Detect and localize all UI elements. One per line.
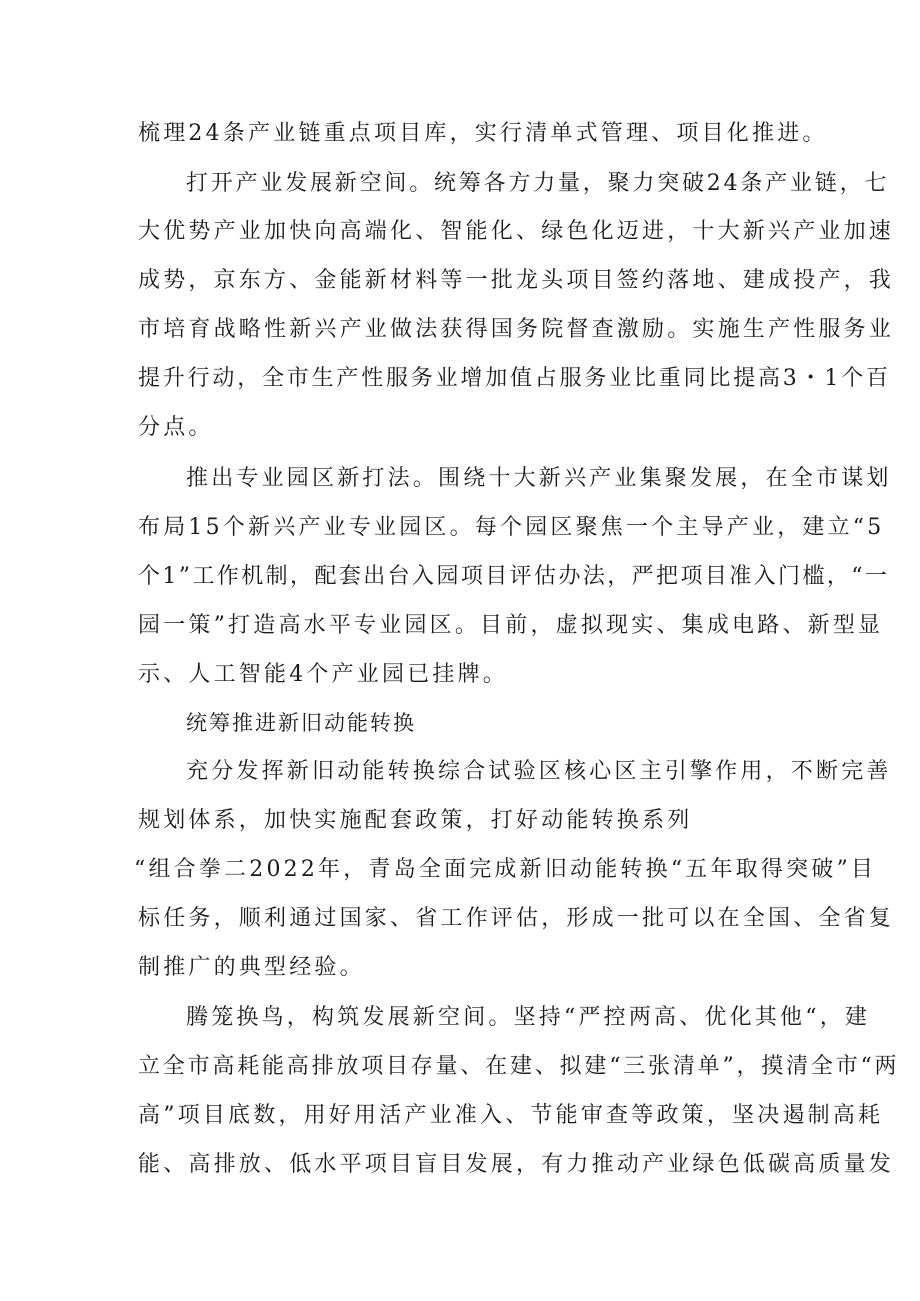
text-line: 个1”工作机制，配套出台入园项目评估办法，严把项目准入门槛，“一 [138,564,890,589]
text-line: 梳理24条产业链重点项目库，实行清单式管理、项目化推进。 [138,121,828,146]
text-line: 市培育战略性新兴产业做法获得国务院督查激励。实施生产性服务业 [138,317,895,342]
text-line: 立全市高耗能高排放项目存量、在建、拟建“三张清单”，摸清全市“两 [138,1054,900,1079]
text-line: 制推广的典型经验。 [138,955,365,980]
section-heading: 统筹推进新旧动能转换 [186,711,416,735]
text-line: 成势，京东方、金能新材料等一批龙头项目签约落地、建成投产，我 [138,268,895,293]
paragraph-first-line: 充分发挥新旧动能转换综合试验区核心区主引擎作用，不断完善 [186,759,892,784]
text-line: 提升行动，全市生产性服务业增加值占服务业比重同比提高3・1个百 [138,366,891,391]
text-line: 园一策”打造高水平专业园区。目前，虚拟现实、集成电路、新型显 [138,613,884,638]
text-line: 能、高排放、低水平项目盲目发展，有力推动产业绿色低碳高质量发 [138,1152,895,1177]
text-line: 标任务，顺利通过国家、省工作评估，形成一批可以在全国、全省复 [138,906,895,931]
text-line: 高”项目底数，用好用活产业准入、节能审查等政策，坚决遏制高耗 [138,1103,884,1128]
text-line: 布局15个新兴产业专业园区。每个园区聚焦一个主导产业，建立“5 [138,515,885,540]
text-line: “组合拳二2022年，青岛全面完成新旧动能转换“五年取得突破”目 [134,857,877,882]
text-line: 分点。 [138,415,214,440]
paragraph-first-line: 推出专业园区新打法。围绕十大新兴产业集聚发展，在全市谋划 [186,466,892,491]
paragraph-first-line: 腾笼换鸟，构筑发展新空间。坚持“严控两高、优化其他“，建 [186,1005,871,1030]
text-line: 示、人工智能4个产业园已挂牌。 [138,662,508,687]
text-line: 大优势产业加快向高端化、智能化、绿色化迈进，十大新兴产业加速 [138,219,895,244]
text-line: 规划体系，加快实施配套政策，打好动能转换系列 [138,808,693,833]
paragraph-first-line: 打开产业发展新空间。统筹各方力量，聚力突破24条产业链，七 [186,171,890,196]
